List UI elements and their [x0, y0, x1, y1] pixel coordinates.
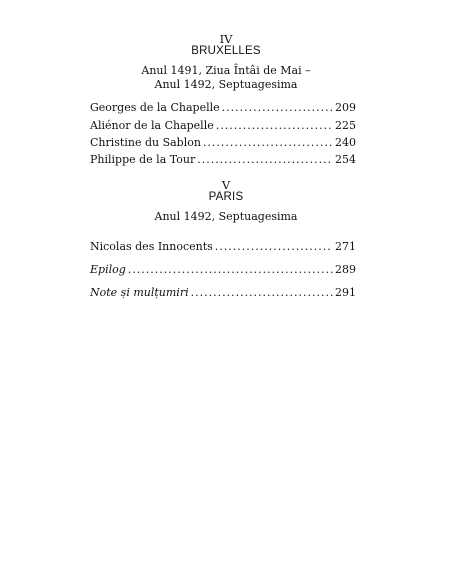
section-city: BRUXELLES — [191, 45, 261, 57]
toc-entry — [90, 263, 356, 277]
toc-entry-title: Aliénor de la Chapelle — [90, 119, 214, 132]
section-city: PARIS — [208, 191, 244, 203]
toc-entry — [90, 153, 356, 167]
toc-entry-page: 291 — [335, 286, 356, 299]
leader-dots — [215, 240, 333, 254]
toc-entry-page: 209 — [335, 101, 356, 114]
toc-entry — [90, 136, 356, 150]
toc-entry-title: Georges de la Chapelle — [90, 101, 220, 114]
toc-entry-page: 254 — [335, 153, 356, 166]
toc-entry — [90, 101, 356, 115]
section-subtitle: Anul 1492, Septuagesima — [154, 210, 298, 223]
toc-entry — [90, 286, 356, 300]
toc-entry-page: 271 — [335, 240, 356, 253]
toc-entry-page: 289 — [335, 263, 356, 276]
leader-dots — [203, 136, 333, 150]
toc-entry-title: Philippe de la Tour — [90, 153, 196, 166]
toc-entry-title: Epilog — [90, 263, 126, 276]
toc-entry-page: 225 — [335, 119, 356, 132]
toc-entry-title: Nicolas des Innocents — [90, 240, 213, 253]
leader-dots — [222, 101, 333, 115]
leader-dots — [128, 263, 333, 277]
section-numeral: IV — [219, 32, 233, 46]
section-subtitle: Anul 1492, Septuagesima — [154, 78, 298, 91]
toc-entry — [90, 240, 356, 254]
leader-dots — [197, 153, 333, 167]
toc-entry-page: 240 — [335, 136, 356, 149]
toc-entry — [90, 119, 356, 133]
leader-dots — [191, 286, 333, 300]
toc-entry-title: Note și mulțumiri — [90, 286, 189, 299]
section-numeral: V — [221, 178, 231, 192]
leader-dots — [216, 119, 333, 133]
toc-entry-title: Christine du Sablon — [90, 136, 201, 149]
section-subtitle: Anul 1491, Ziua Întâi de Mai – — [141, 64, 311, 77]
